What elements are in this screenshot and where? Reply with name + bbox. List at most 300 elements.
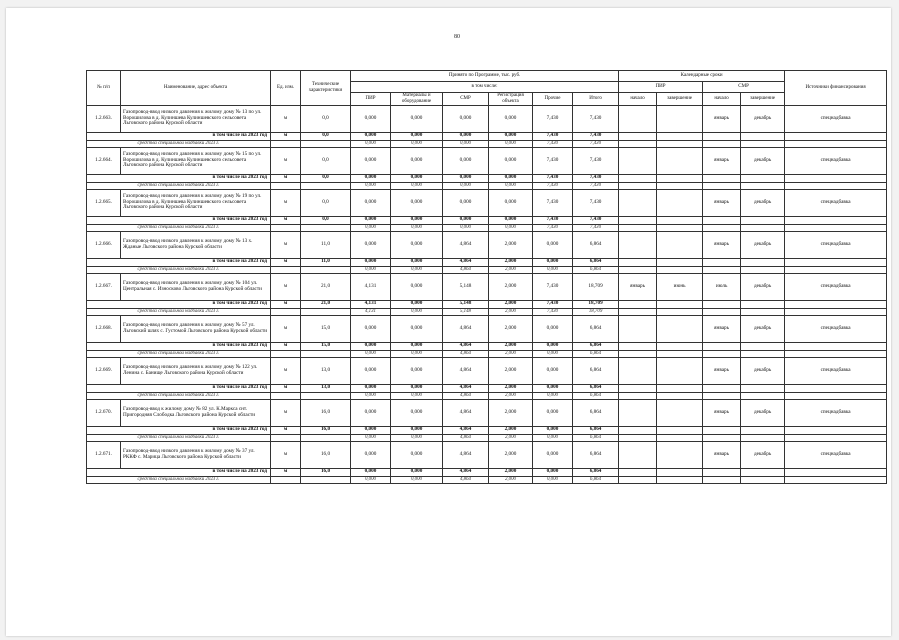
materials-cell: 0,000 bbox=[391, 350, 443, 357]
registration-cell: 0,000 bbox=[489, 174, 533, 182]
other-cell: 0,000 bbox=[533, 342, 573, 350]
other-cell: 0,000 bbox=[533, 315, 573, 342]
header-pir-start: начало bbox=[619, 93, 657, 106]
object-name: Газопровод-ввод низкого давления к жилому дому № 13 по ул. Ворошилова в д. Кулиншева Кулиншевского сельсовета Льговского района Курской области bbox=[121, 105, 271, 132]
empty-cell bbox=[657, 350, 703, 357]
materials-cell: 0,000 bbox=[391, 258, 443, 266]
other-cell: 7,430 bbox=[533, 140, 573, 147]
empty-cell bbox=[785, 468, 887, 476]
unit-cell: м bbox=[271, 189, 301, 216]
empty-cell bbox=[619, 384, 657, 392]
registration-cell: 0,000 bbox=[489, 216, 533, 224]
pir-end-cell bbox=[657, 189, 703, 216]
smr-start-cell: январь bbox=[703, 357, 741, 384]
empty-cell bbox=[703, 426, 741, 434]
table-row bbox=[87, 231, 887, 258]
total-cell: 6,864 bbox=[573, 441, 619, 468]
header-smr: СМР bbox=[443, 93, 489, 106]
header-materials: Материалы и оборудование bbox=[391, 93, 443, 106]
empty-cell bbox=[741, 266, 785, 273]
smr-cell: 4,864 bbox=[443, 231, 489, 258]
total-cell: 7,430 bbox=[573, 216, 619, 224]
materials-cell: 0,000 bbox=[391, 441, 443, 468]
program-table-container bbox=[86, 70, 886, 484]
registration-cell: 0,000 bbox=[489, 224, 533, 231]
smr-cell: 4,864 bbox=[443, 434, 489, 441]
source-cell: спецнадбавка bbox=[785, 441, 887, 468]
empty-cell bbox=[619, 258, 657, 266]
other-cell: 7,430 bbox=[533, 147, 573, 174]
empty-cell bbox=[741, 300, 785, 308]
materials-cell: 0,000 bbox=[391, 384, 443, 392]
pir-cell: 0,000 bbox=[351, 315, 391, 342]
materials-cell: 0,000 bbox=[391, 189, 443, 216]
pir-end-cell bbox=[657, 399, 703, 426]
materials-cell: 0,000 bbox=[391, 308, 443, 315]
unit-cell: м bbox=[271, 216, 301, 224]
row-number: 1.2.669. bbox=[87, 357, 121, 384]
tech-cell: 13,0 bbox=[301, 357, 351, 384]
total-cell: 7,430 bbox=[573, 182, 619, 189]
empty-cell bbox=[703, 308, 741, 315]
pir-cell: 4,131 bbox=[351, 300, 391, 308]
other-cell: 0,000 bbox=[533, 392, 573, 399]
pir-start-cell bbox=[619, 105, 657, 132]
object-name: Газопровод-ввод низкого давления к жилому дому № 15 по ул. Ворошилова в д. Кулиншева Кулиншевского сельсовета Льговского района Курской области bbox=[121, 147, 271, 174]
registration-cell: 0,000 bbox=[489, 105, 533, 132]
unit-cell: м bbox=[271, 300, 301, 308]
empty-cell bbox=[741, 132, 785, 140]
tech-cell: 16,0 bbox=[301, 441, 351, 468]
other-cell: 7,430 bbox=[533, 224, 573, 231]
empty-cell bbox=[741, 476, 785, 483]
pir-cell: 0,000 bbox=[351, 392, 391, 399]
smr-start-cell: январь bbox=[703, 105, 741, 132]
materials-cell: 0,000 bbox=[391, 392, 443, 399]
pir-cell: 0,000 bbox=[351, 216, 391, 224]
empty-cell bbox=[657, 266, 703, 273]
smr-cell: 0,000 bbox=[443, 174, 489, 182]
source-cell: спецнадбавка bbox=[785, 189, 887, 216]
empty-cell bbox=[785, 216, 887, 224]
empty-cell bbox=[703, 300, 741, 308]
empty-cell bbox=[785, 426, 887, 434]
pir-end-cell: июнь bbox=[657, 273, 703, 300]
header-registration: Регистрация объекта bbox=[489, 93, 533, 106]
other-cell: 7,430 bbox=[533, 216, 573, 224]
row-number: 1.2.667. bbox=[87, 273, 121, 300]
special-surcharge-row bbox=[87, 476, 887, 483]
special-surcharge-label: средства специальной надбавки 2023 г. bbox=[87, 224, 271, 231]
materials-cell: 0,000 bbox=[391, 468, 443, 476]
materials-cell: 0,000 bbox=[391, 434, 443, 441]
unit-cell: м bbox=[271, 132, 301, 140]
smr-end-cell: декабрь bbox=[741, 315, 785, 342]
header-num: № п/п bbox=[87, 71, 121, 106]
header-pir-end: завершение bbox=[657, 93, 703, 106]
tech-cell: 0,0 bbox=[301, 174, 351, 182]
other-cell: 0,000 bbox=[533, 399, 573, 426]
empty-cell bbox=[619, 350, 657, 357]
empty-cell bbox=[785, 174, 887, 182]
materials-cell: 0,000 bbox=[391, 357, 443, 384]
smr-cell: 0,000 bbox=[443, 140, 489, 147]
empty-cell bbox=[657, 132, 703, 140]
smr-cell: 4,864 bbox=[443, 315, 489, 342]
pir-cell: 4,131 bbox=[351, 308, 391, 315]
registration-cell: 0,000 bbox=[489, 132, 533, 140]
row-number: 1.2.663. bbox=[87, 105, 121, 132]
smr-cell: 0,000 bbox=[443, 132, 489, 140]
smr-cell: 4,864 bbox=[443, 468, 489, 476]
empty-cell bbox=[703, 266, 741, 273]
empty-cell bbox=[741, 350, 785, 357]
total-cell: 7,430 bbox=[573, 140, 619, 147]
other-cell: 7,430 bbox=[533, 300, 573, 308]
other-cell: 0,000 bbox=[533, 441, 573, 468]
other-cell: 7,430 bbox=[533, 189, 573, 216]
empty-cell bbox=[301, 350, 351, 357]
registration-cell: 2,000 bbox=[489, 434, 533, 441]
special-surcharge-row bbox=[87, 308, 887, 315]
subtotal-row bbox=[87, 216, 887, 224]
empty-cell bbox=[657, 392, 703, 399]
empty-cell bbox=[785, 384, 887, 392]
special-surcharge-row bbox=[87, 434, 887, 441]
registration-cell: 2,000 bbox=[489, 476, 533, 483]
materials-cell: 0,000 bbox=[391, 147, 443, 174]
empty-cell bbox=[785, 476, 887, 483]
smr-start-cell: январь bbox=[703, 441, 741, 468]
table-row bbox=[87, 189, 887, 216]
pir-start-cell bbox=[619, 441, 657, 468]
materials-cell: 0,000 bbox=[391, 399, 443, 426]
pir-start-cell bbox=[619, 315, 657, 342]
smr-end-cell: декабрь bbox=[741, 441, 785, 468]
empty-cell bbox=[785, 224, 887, 231]
source-cell: спецнадбавка bbox=[785, 399, 887, 426]
empty-cell bbox=[703, 174, 741, 182]
header-sources: Источники финансирования bbox=[785, 71, 887, 106]
source-cell: спецнадбавка bbox=[785, 147, 887, 174]
subtotal-label: в том числе на 2023 год bbox=[87, 384, 271, 392]
empty-cell bbox=[301, 224, 351, 231]
special-surcharge-label: средства специальной надбавки 2023 г. bbox=[87, 476, 271, 483]
smr-cell: 4,864 bbox=[443, 258, 489, 266]
pir-start-cell bbox=[619, 231, 657, 258]
empty-cell bbox=[619, 224, 657, 231]
unit-cell: м bbox=[271, 231, 301, 258]
empty-cell bbox=[657, 426, 703, 434]
registration-cell: 0,000 bbox=[489, 189, 533, 216]
total-cell: 6,864 bbox=[573, 476, 619, 483]
total-cell: 6,864 bbox=[573, 258, 619, 266]
empty-cell bbox=[301, 182, 351, 189]
row-number: 1.2.666. bbox=[87, 231, 121, 258]
empty-cell bbox=[657, 216, 703, 224]
special-surcharge-row bbox=[87, 350, 887, 357]
pir-cell: 0,000 bbox=[351, 182, 391, 189]
total-cell: 6,864 bbox=[573, 315, 619, 342]
empty-cell bbox=[657, 476, 703, 483]
empty-cell bbox=[785, 132, 887, 140]
smr-start-cell: январь bbox=[703, 231, 741, 258]
pir-start-cell bbox=[619, 147, 657, 174]
special-surcharge-row bbox=[87, 392, 887, 399]
empty-cell bbox=[741, 468, 785, 476]
empty-cell bbox=[619, 300, 657, 308]
special-surcharge-label: средства специальной надбавки 2023 г. bbox=[87, 308, 271, 315]
header-unit: Ед. изм. bbox=[271, 71, 301, 106]
registration-cell: 2,000 bbox=[489, 342, 533, 350]
empty-cell bbox=[271, 224, 301, 231]
other-cell: 7,430 bbox=[533, 182, 573, 189]
pir-cell: 0,000 bbox=[351, 258, 391, 266]
empty-cell bbox=[741, 384, 785, 392]
empty-cell bbox=[741, 140, 785, 147]
subtotal-label: в том числе на 2023 год bbox=[87, 258, 271, 266]
empty-cell bbox=[703, 350, 741, 357]
pir-cell: 0,000 bbox=[351, 384, 391, 392]
materials-cell: 0,000 bbox=[391, 182, 443, 189]
document-page bbox=[6, 8, 891, 636]
subtotal-row bbox=[87, 468, 887, 476]
empty-cell bbox=[657, 300, 703, 308]
empty-cell bbox=[271, 182, 301, 189]
empty-cell bbox=[619, 132, 657, 140]
other-cell: 7,430 bbox=[533, 132, 573, 140]
empty-cell bbox=[619, 216, 657, 224]
object-name: Газопровод-ввод низкого давления к жилому дому № 57 ул. Льговский шлях с. Густомой Льговского района Курской области bbox=[121, 315, 271, 342]
subtotal-label: в том числе на 2023 год bbox=[87, 132, 271, 140]
object-name: Газопровод-ввод низкого давления к жилому дому № 19 по ул. Ворошилова в д. Кулиншева Кулиншевского сельсовета Льговского района Курской области bbox=[121, 189, 271, 216]
pir-start-cell bbox=[619, 357, 657, 384]
tech-cell: 15,0 bbox=[301, 315, 351, 342]
smr-cell: 4,864 bbox=[443, 357, 489, 384]
pir-cell: 0,000 bbox=[351, 468, 391, 476]
empty-cell bbox=[703, 224, 741, 231]
empty-cell bbox=[271, 434, 301, 441]
tech-cell: 21,0 bbox=[301, 300, 351, 308]
subtotal-row bbox=[87, 342, 887, 350]
empty-cell bbox=[301, 140, 351, 147]
pir-end-cell bbox=[657, 231, 703, 258]
special-surcharge-label: средства специальной надбавки 2023 г. bbox=[87, 140, 271, 147]
other-cell: 7,430 bbox=[533, 105, 573, 132]
smr-cell: 0,000 bbox=[443, 189, 489, 216]
unit-cell: м bbox=[271, 468, 301, 476]
total-cell: 18,709 bbox=[573, 308, 619, 315]
registration-cell: 2,000 bbox=[489, 231, 533, 258]
other-cell: 0,000 bbox=[533, 476, 573, 483]
empty-cell bbox=[271, 140, 301, 147]
smr-cell: 0,000 bbox=[443, 224, 489, 231]
unit-cell: м bbox=[271, 258, 301, 266]
empty-cell bbox=[271, 266, 301, 273]
smr-start-cell: январь bbox=[703, 147, 741, 174]
pir-cell: 0,000 bbox=[351, 224, 391, 231]
header-calendar-group: Календарные сроки bbox=[619, 71, 785, 82]
header-cal-smr: СМР bbox=[703, 82, 785, 93]
header-pir: ПИР bbox=[351, 93, 391, 106]
smr-cell: 5,148 bbox=[443, 273, 489, 300]
pir-cell: 0,000 bbox=[351, 426, 391, 434]
smr-end-cell: декабрь bbox=[741, 399, 785, 426]
subtotal-row bbox=[87, 426, 887, 434]
empty-cell bbox=[703, 258, 741, 266]
registration-cell: 2,000 bbox=[489, 441, 533, 468]
materials-cell: 0,000 bbox=[391, 224, 443, 231]
empty-cell bbox=[785, 342, 887, 350]
unit-cell: м bbox=[271, 441, 301, 468]
pir-end-cell bbox=[657, 357, 703, 384]
empty-cell bbox=[619, 174, 657, 182]
empty-cell bbox=[619, 342, 657, 350]
smr-cell: 4,864 bbox=[443, 350, 489, 357]
other-cell: 0,000 bbox=[533, 384, 573, 392]
total-cell: 6,864 bbox=[573, 426, 619, 434]
pir-cell: 0,000 bbox=[351, 132, 391, 140]
empty-cell bbox=[741, 392, 785, 399]
row-number: 1.2.668. bbox=[87, 315, 121, 342]
pir-cell: 0,000 bbox=[351, 266, 391, 273]
empty-cell bbox=[619, 266, 657, 273]
source-cell: спецнадбавка bbox=[785, 273, 887, 300]
total-cell: 7,430 bbox=[573, 189, 619, 216]
tech-cell: 16,0 bbox=[301, 468, 351, 476]
total-cell: 7,430 bbox=[573, 132, 619, 140]
object-name: Газопровод-ввод низкого давления к жилому дому № 37 ул. РККФ с. Марица Льговского района Курской области bbox=[121, 441, 271, 468]
empty-cell bbox=[301, 476, 351, 483]
source-cell: спецнадбавка bbox=[785, 105, 887, 132]
empty-cell bbox=[657, 182, 703, 189]
empty-cell bbox=[785, 392, 887, 399]
table-row bbox=[87, 399, 887, 426]
empty-cell bbox=[619, 308, 657, 315]
materials-cell: 0,000 bbox=[391, 132, 443, 140]
header-including: в том числе: bbox=[351, 82, 619, 93]
smr-start-cell: январь bbox=[703, 189, 741, 216]
empty-cell bbox=[657, 308, 703, 315]
table-body bbox=[87, 105, 887, 483]
empty-cell bbox=[703, 342, 741, 350]
subtotal-label: в том числе на 2023 год bbox=[87, 342, 271, 350]
pir-cell: 0,000 bbox=[351, 231, 391, 258]
object-name: Газопровод-ввод к жилому дому № 82 ул. К.Маркса снт. Пригородняя Слободка Льговского района Курской области bbox=[121, 399, 271, 426]
source-cell: спецнадбавка bbox=[785, 231, 887, 258]
empty-cell bbox=[301, 434, 351, 441]
tech-cell: 15,0 bbox=[301, 342, 351, 350]
empty-cell bbox=[619, 476, 657, 483]
smr-cell: 0,000 bbox=[443, 147, 489, 174]
pir-cell: 0,000 bbox=[351, 476, 391, 483]
registration-cell: 2,000 bbox=[489, 315, 533, 342]
empty-cell bbox=[741, 182, 785, 189]
table-row bbox=[87, 147, 887, 174]
special-surcharge-label: средства специальной надбавки 2023 г. bbox=[87, 182, 271, 189]
total-cell: 6,864 bbox=[573, 434, 619, 441]
table-row bbox=[87, 273, 887, 300]
empty-cell bbox=[301, 392, 351, 399]
unit-cell: м bbox=[271, 426, 301, 434]
total-cell: 7,430 bbox=[573, 224, 619, 231]
pir-end-cell bbox=[657, 105, 703, 132]
tech-cell: 13,0 bbox=[301, 384, 351, 392]
empty-cell bbox=[785, 300, 887, 308]
subtotal-row bbox=[87, 300, 887, 308]
pir-cell: 0,000 bbox=[351, 350, 391, 357]
subtotal-row bbox=[87, 132, 887, 140]
empty-cell bbox=[785, 308, 887, 315]
total-cell: 18,709 bbox=[573, 273, 619, 300]
tech-cell: 0,0 bbox=[301, 105, 351, 132]
pir-start-cell bbox=[619, 189, 657, 216]
total-cell: 7,430 bbox=[573, 105, 619, 132]
special-surcharge-label: средства специальной надбавки 2023 г. bbox=[87, 392, 271, 399]
smr-cell: 5,148 bbox=[443, 300, 489, 308]
smr-cell: 4,864 bbox=[443, 342, 489, 350]
subtotal-label: в том числе на 2023 год bbox=[87, 426, 271, 434]
header-cal-pir: ПИР bbox=[619, 82, 703, 93]
header-smr-start: начало bbox=[703, 93, 741, 106]
empty-cell bbox=[785, 258, 887, 266]
source-cell: спецнадбавка bbox=[785, 315, 887, 342]
header-other: Прочие bbox=[533, 93, 573, 106]
empty-cell bbox=[657, 434, 703, 441]
empty-cell bbox=[785, 140, 887, 147]
total-cell: 6,864 bbox=[573, 384, 619, 392]
source-cell: спецнадбавка bbox=[785, 357, 887, 384]
subtotal-row bbox=[87, 384, 887, 392]
pir-cell: 4,131 bbox=[351, 273, 391, 300]
smr-cell: 4,864 bbox=[443, 392, 489, 399]
smr-cell: 4,864 bbox=[443, 426, 489, 434]
empty-cell bbox=[785, 266, 887, 273]
registration-cell: 2,000 bbox=[489, 468, 533, 476]
unit-cell: м bbox=[271, 105, 301, 132]
registration-cell: 2,000 bbox=[489, 392, 533, 399]
empty-cell bbox=[619, 140, 657, 147]
smr-end-cell: декабрь bbox=[741, 231, 785, 258]
other-cell: 0,000 bbox=[533, 350, 573, 357]
materials-cell: 0,000 bbox=[391, 231, 443, 258]
materials-cell: 0,000 bbox=[391, 105, 443, 132]
subtotal-label: в том числе на 2023 год bbox=[87, 216, 271, 224]
other-cell: 0,000 bbox=[533, 258, 573, 266]
empty-cell bbox=[703, 392, 741, 399]
empty-cell bbox=[619, 392, 657, 399]
unit-cell: м bbox=[271, 357, 301, 384]
special-surcharge-label: средства специальной надбавки 2023 г. bbox=[87, 350, 271, 357]
empty-cell bbox=[619, 468, 657, 476]
other-cell: 0,000 bbox=[533, 468, 573, 476]
object-name: Газопровод-ввод низкого давления к жилому дому № 104 ул. Центральная с. Износково Льговского района Курской области bbox=[121, 273, 271, 300]
materials-cell: 0,000 bbox=[391, 300, 443, 308]
total-cell: 6,864 bbox=[573, 468, 619, 476]
empty-cell bbox=[703, 216, 741, 224]
empty-cell bbox=[703, 132, 741, 140]
special-surcharge-row bbox=[87, 140, 887, 147]
smr-end-cell: декабрь bbox=[741, 357, 785, 384]
header-funding-group: Принято по Программе, тыс. руб. bbox=[351, 71, 619, 82]
registration-cell: 0,000 bbox=[489, 182, 533, 189]
empty-cell bbox=[301, 308, 351, 315]
empty-cell bbox=[741, 216, 785, 224]
pir-start-cell: январь bbox=[619, 273, 657, 300]
registration-cell: 2,000 bbox=[489, 384, 533, 392]
registration-cell: 2,000 bbox=[489, 308, 533, 315]
empty-cell bbox=[657, 140, 703, 147]
